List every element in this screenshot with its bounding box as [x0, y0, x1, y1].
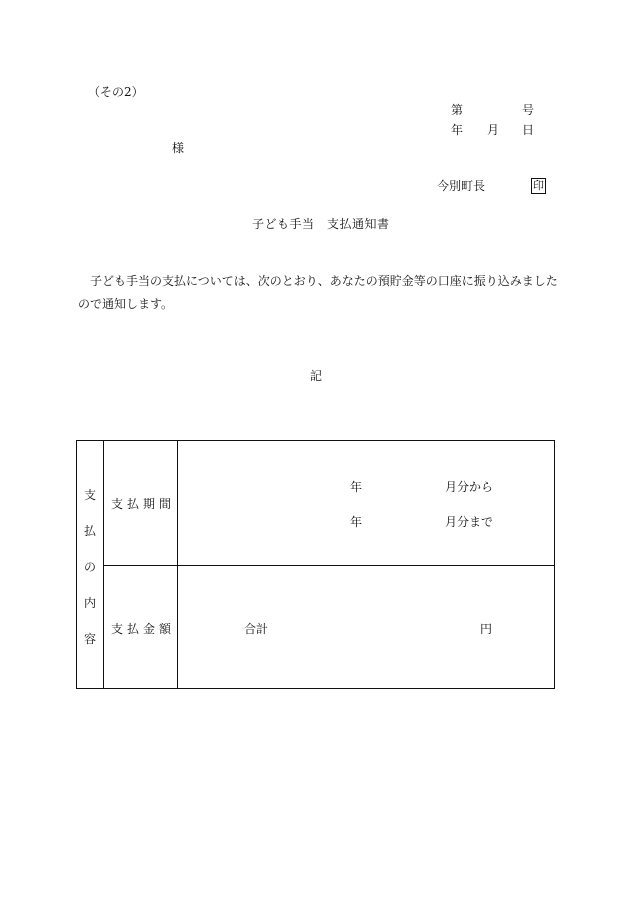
body-paragraph: 子ども手当の支払については、次のとおり、あなたの預貯金等の口座に振り込みましたので通知します。: [78, 274, 558, 311]
ki-heading: 記: [310, 369, 323, 383]
document-title: 子ども手当 支払通知書: [252, 217, 390, 231]
document-number-label: （その2）: [88, 85, 144, 99]
addressee-honorific: 様: [172, 141, 185, 155]
payment-details-table: [76, 440, 555, 689]
number-prefix: 第: [451, 103, 464, 117]
date-month-label: 月: [487, 123, 500, 137]
period-from-year: 年: [350, 480, 363, 494]
vertical-header-char: 内: [84, 596, 97, 610]
period-to-year: 年: [350, 515, 363, 529]
amount-yen-unit: 円: [480, 622, 493, 636]
amount-total-label: 合計: [244, 622, 269, 636]
vertical-header-char: 容: [84, 632, 97, 646]
issuer-name: 今別町長: [437, 179, 486, 193]
date-year-label: 年: [451, 123, 464, 137]
table-divider-horizontal: [103, 565, 554, 566]
vertical-header-char: 払: [84, 524, 97, 538]
payment-period-label: 支払期間: [111, 497, 176, 511]
payment-amount-label: 支払金額: [111, 622, 176, 636]
period-from-month: 月分から: [445, 480, 494, 494]
seal-stamp-icon: 印: [533, 179, 544, 192]
period-to-month: 月分まで: [445, 515, 494, 529]
vertical-header-char: の: [84, 560, 97, 574]
date-day-label: 日: [522, 123, 535, 137]
vertical-header-char: 支: [84, 488, 97, 502]
payment-contents-vertical-header: [77, 441, 103, 688]
number-suffix: 号: [522, 103, 535, 117]
